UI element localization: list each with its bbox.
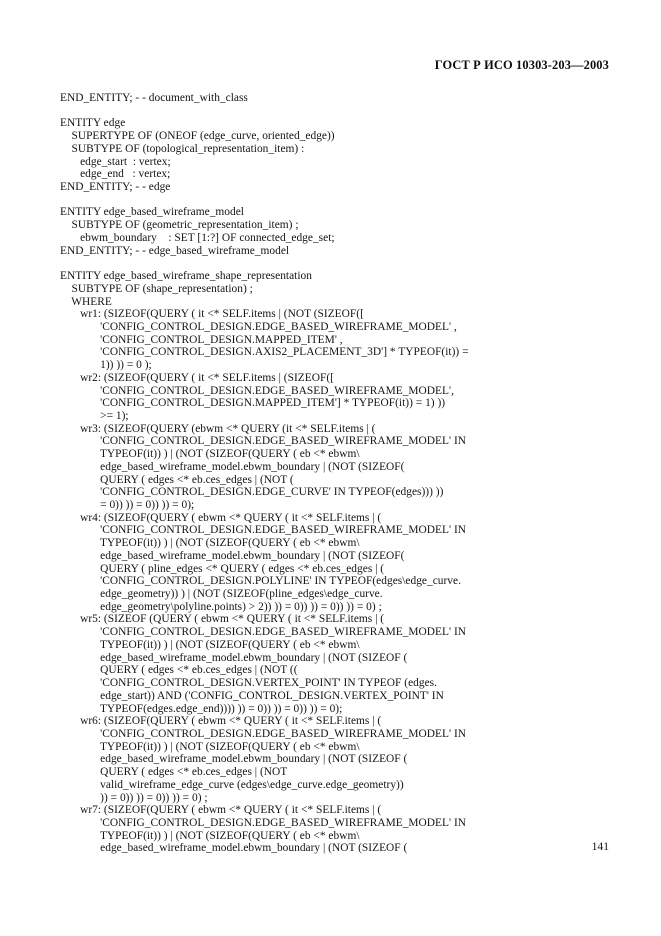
code-line: TYPEOF(it)) ) | (NOT (SIZEOF(QUERY ( eb <* ebwm\ (60, 829, 360, 842)
code-line-blank (60, 194, 640, 207)
code-line: valid_wireframe_edge_curve (edges\edge_curve.edge_geometry)) (60, 778, 404, 791)
code-line: END_ENTITY; - - document_with_class (60, 92, 248, 104)
code-line: wr1: (SIZEOF(QUERY ( it <* SELF.items | (NOT (SIZEOF([ (60, 308, 364, 321)
code-line: END_ENTITY; - - edge_based_wireframe_model (60, 244, 290, 257)
code-line: 'CONFIG_CONTROL_DESIGN.POLYLINE' IN TYPEOF(edges\edge_curve. (60, 575, 461, 588)
code-line: wr4: (SIZEOF(QUERY ( ebwm <* QUERY ( it <* SELF.items | ( (60, 511, 382, 524)
code-line: edge_based_wireframe_model.ebwm_boundary | (NOT (SIZEOF( (60, 549, 405, 562)
code-line: wr2: (SIZEOF(QUERY ( it <* SELF.items | (SIZEOF([ (60, 371, 334, 384)
code-line: 'CONFIG_CONTROL_DESIGN.EDGE_BASED_WIREFRAME_MODEL', (60, 384, 454, 397)
code-line: 'CONFIG_CONTROL_DESIGN.AXIS2_PLACEMENT_3D'] * TYPEOF(it)) = (60, 346, 469, 359)
code-line: ENTITY edge (60, 117, 126, 130)
code-line: wr3: (SIZEOF(QUERY (ebwm <* QUERY (it <* SELF.items | ( (60, 422, 376, 435)
code-line: 'CONFIG_CONTROL_DESIGN.EDGE_BASED_WIREFRAME_MODEL' , (60, 320, 457, 333)
code-line: wr5: (SIZEOF (QUERY ( ebwm <* QUERY ( it <* SELF.items | ( (60, 613, 385, 626)
code-line: TYPEOF(it)) ) | (NOT (SIZEOF(QUERY ( eb <* ebwm\ (60, 740, 360, 753)
code-line: 'CONFIG_CONTROL_DESIGN.MAPPED_ITEM' , (60, 333, 343, 346)
code-line: TYPEOF(it)) ) | (NOT (SIZEOF(QUERY ( eb <* ebwm\ (60, 537, 360, 550)
code-line: edge_based_wireframe_model.ebwm_boundary | (NOT (SIZEOF ( (60, 753, 408, 766)
code-line: TYPEOF(it)) ) | (NOT (SIZEOF(QUERY ( eb <* ebwm\ (60, 448, 360, 461)
code-line: TYPEOF(it)) ) | (NOT (SIZEOF(QUERY ( eb <* ebwm\ (60, 638, 360, 651)
code-line: ENTITY edge_based_wireframe_model (60, 206, 244, 219)
page-number: 141 (591, 840, 609, 853)
code-line: 'CONFIG_CONTROL_DESIGN.EDGE_BASED_WIREFRAME_MODEL' IN (60, 626, 467, 639)
code-line: QUERY ( edges <* eb.ces_edges | (NOT (( (60, 664, 298, 677)
code-line: QUERY ( edges <* eb.ces_edges | (NOT ( (60, 473, 294, 486)
code-line: edge_geometry)) ) | (NOT (SIZEOF(pline_edges\edge_curve. (60, 588, 383, 601)
code-line-blank (60, 105, 640, 118)
code-line: wr6: (SIZEOF(QUERY ( ebwm <* QUERY ( it <* SELF.items | ( (60, 715, 382, 728)
code-line: edge_based_wireframe_model.ebwm_boundary | (NOT (SIZEOF ( (60, 842, 408, 855)
code-line: 'CONFIG_CONTROL_DESIGN.MAPPED_ITEM'] * TYPEOF(it)) = 1) )) (60, 397, 446, 410)
document-body (60, 92, 640, 855)
code-line: wr7: (SIZEOF(QUERY ( ebwm <* QUERY ( it <* SELF.items | ( (60, 804, 382, 817)
code-line: END_ENTITY; - - edge (60, 181, 171, 194)
code-line: edge_start : vertex; (60, 155, 171, 168)
express-schema-listing (60, 92, 640, 855)
code-line: QUERY ( pline_edges <* QUERY ( edges <* eb.ces_edges | ( (60, 562, 385, 575)
code-line: WHERE (60, 295, 112, 308)
code-line: 'CONFIG_CONTROL_DESIGN.EDGE_BASED_WIREFRAME_MODEL' IN (60, 435, 467, 448)
code-line: SUPERTYPE OF (ONEOF (edge_curve, oriented_edge)) (60, 130, 335, 143)
code-line: 'CONFIG_CONTROL_DESIGN.VERTEX_POINT' IN TYPEOF (edges. (60, 677, 437, 690)
code-line: edge_start)) AND ('CONFIG_CONTROL_DESIGN.VERTEX_POINT' IN (60, 689, 444, 702)
page-header-standard-number: ГОСТ Р ИСО 10303-203—2003 (434, 58, 609, 72)
code-line: )) = 0)) )) = 0)) )) = 0) ; (60, 791, 208, 804)
code-line: SUBTYPE OF (topological_representation_item) : (60, 142, 305, 155)
code-line: edge_based_wireframe_model.ebwm_boundary | (NOT (SIZEOF ( (60, 651, 408, 664)
code-line: >= 1); (60, 409, 129, 422)
code-line: edge_geometry\polyline.points) > 2)) )) = 0)) )) = 0)) )) = 0) ; (60, 600, 382, 613)
code-line: 1)) )) = 0 ); (60, 359, 152, 372)
code-line: TYPEOF(edges.edge_end)))) )) = 0)) )) = 0)) )) = 0); (60, 702, 343, 715)
code-line: = 0)) )) = 0)) )) = 0); (60, 499, 195, 511)
code-line: 'CONFIG_CONTROL_DESIGN.EDGE_BASED_WIREFRAME_MODEL' IN (60, 816, 467, 829)
code-line: ebwm_boundary : SET [1:?] OF connected_edge_set; (60, 231, 335, 244)
code-line: 'CONFIG_CONTROL_DESIGN.EDGE_CURVE' IN TYPEOF(edges))) )) (60, 486, 444, 499)
code-line: edge_end : vertex; (60, 168, 171, 181)
code-line: edge_based_wireframe_model.ebwm_boundary | (NOT (SIZEOF( (60, 460, 405, 473)
code-line: 'CONFIG_CONTROL_DESIGN.EDGE_BASED_WIREFRAME_MODEL' IN (60, 524, 467, 537)
code-line: QUERY ( edges <* eb.ces_edges | (NOT (60, 766, 288, 779)
code-line-blank (60, 257, 640, 270)
code-line: 'CONFIG_CONTROL_DESIGN.EDGE_BASED_WIREFRAME_MODEL' IN (60, 727, 467, 740)
code-line: SUBTYPE OF (shape_representation) ; (60, 282, 253, 295)
code-line: ENTITY edge_based_wireframe_shape_representation (60, 270, 312, 283)
code-line: SUBTYPE OF (geometric_representation_item) ; (60, 219, 299, 232)
